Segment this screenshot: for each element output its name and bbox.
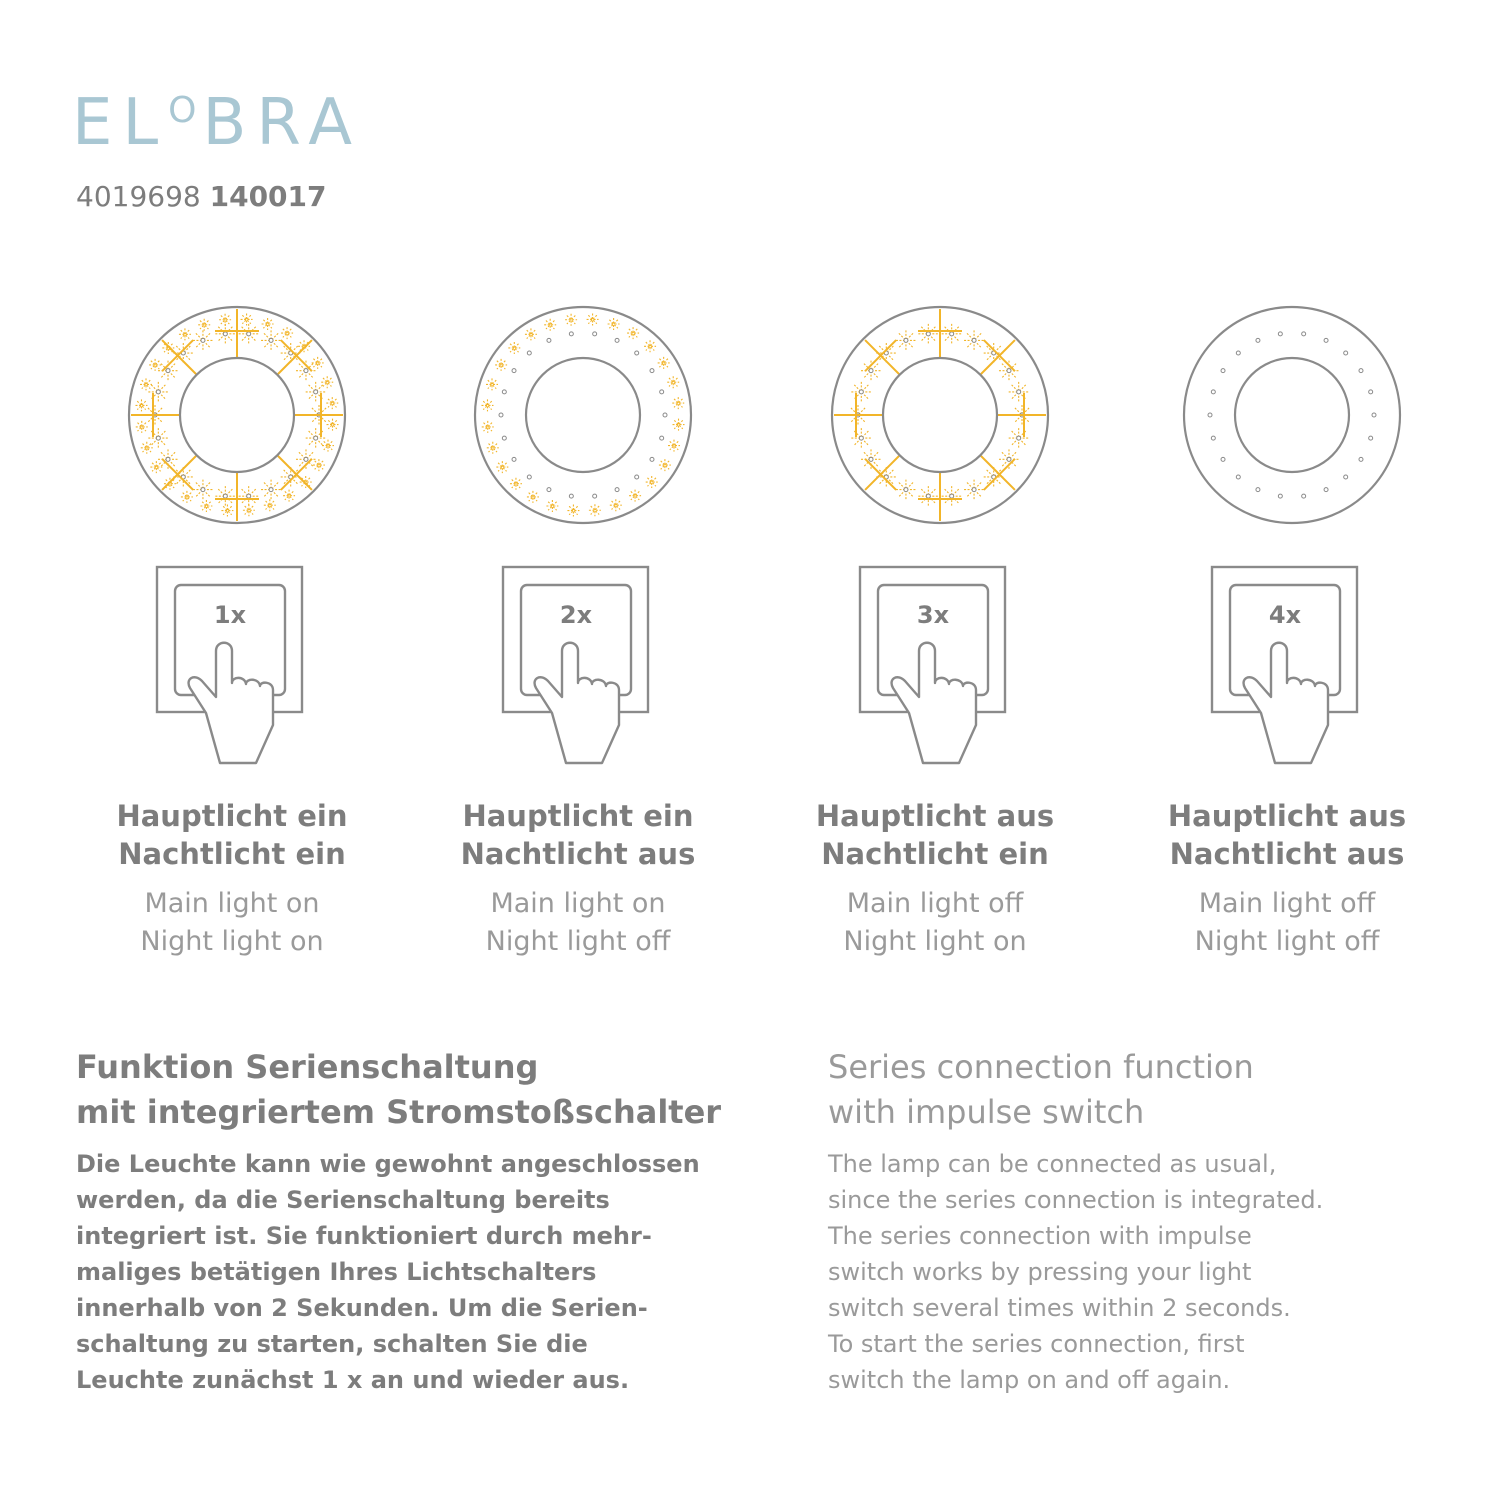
- light-switch-icon-3: [845, 565, 1045, 775]
- led-dot: [635, 475, 639, 479]
- press-count-label: 3x: [916, 601, 950, 629]
- body-line: integriert ist. Sie funktioniert durch mehr-: [76, 1222, 652, 1250]
- mode-label-en-1: [62, 885, 402, 961]
- led-dot: [223, 332, 227, 336]
- section-title-en: [828, 1045, 1254, 1135]
- led-dot: [223, 494, 227, 498]
- mode-label-de-3: [765, 797, 1105, 873]
- led-dot: [547, 338, 551, 342]
- body-line: since the series connection is integrated.: [828, 1186, 1324, 1214]
- led-dot: [1221, 457, 1225, 461]
- mode-main-en: Main light off: [846, 888, 1024, 919]
- lamp-inner-ring: [180, 358, 294, 472]
- logo-text-o: O: [168, 90, 203, 131]
- led-dot: [527, 351, 531, 355]
- led-dot: [926, 332, 930, 336]
- mode-main-en: Main light on: [490, 888, 666, 919]
- body-line: switch several times within 2 seconds.: [828, 1294, 1291, 1322]
- mode-label-en-4: [1117, 885, 1457, 961]
- body-line: switch the lamp on and off again.: [828, 1366, 1231, 1394]
- mode-night-en: Night light off: [1194, 926, 1380, 957]
- item-number: 140017: [209, 180, 327, 213]
- body-line: switch works by pressing your light: [828, 1258, 1252, 1286]
- led-dot: [1278, 494, 1282, 498]
- led-dot: [1211, 390, 1215, 394]
- led-dot: [1359, 369, 1363, 373]
- mode-night-de: Nachtlicht aus: [1169, 837, 1405, 871]
- section-title-de-line1: Funktion Serienschaltung: [76, 1048, 539, 1086]
- ean-prefix: 4019698: [76, 180, 201, 213]
- led-dot: [499, 413, 503, 417]
- mode-night-en: Night light on: [843, 926, 1027, 957]
- led-dot: [527, 475, 531, 479]
- led-dot: [926, 494, 930, 498]
- body-line: Die Leuchte kann wie gewohnt angeschlossen: [76, 1150, 700, 1178]
- led-dot: [1007, 369, 1011, 373]
- body-line: schaltung zu starten, schalten Sie die: [76, 1330, 588, 1358]
- led-dot: [269, 338, 273, 342]
- mode-night-de: Nachtlicht aus: [460, 837, 696, 871]
- led-dot: [304, 457, 308, 461]
- lamp-inner-ring: [1235, 358, 1349, 472]
- led-dot: [1017, 390, 1021, 394]
- lamp-inner-ring: [526, 358, 640, 472]
- led-dot: [201, 488, 205, 492]
- led-dot: [304, 369, 308, 373]
- section-title-de-line2: mit integriertem Stromstoßschalter: [76, 1093, 722, 1131]
- led-dot: [660, 436, 664, 440]
- led-dot: [247, 332, 251, 336]
- mode-main-de: Hauptlicht ein: [462, 799, 694, 833]
- led-dot: [512, 457, 516, 461]
- body-line: The series connection with impulse: [828, 1222, 1252, 1250]
- led-dot: [904, 338, 908, 342]
- led-dot: [1344, 475, 1348, 479]
- section-body-en: [828, 1146, 1428, 1398]
- led-dot: [269, 488, 273, 492]
- led-dot: [1344, 351, 1348, 355]
- led-dot: [1302, 494, 1306, 498]
- led-dot: [1302, 332, 1306, 336]
- logo-text-right: BRA: [202, 86, 362, 160]
- light-switch-icon-4: [1197, 565, 1397, 775]
- led-dot: [859, 436, 863, 440]
- mode-main-de: Hauptlicht aus: [815, 799, 1055, 833]
- mode-label-de-1: [62, 797, 402, 873]
- led-dot: [569, 494, 573, 498]
- lamp-icon-3: [825, 300, 1055, 530]
- led-dot: [972, 488, 976, 492]
- led-dot: [247, 494, 251, 498]
- mode-main-de: Hauptlicht aus: [1167, 799, 1407, 833]
- lamp-icon-1: [122, 300, 352, 530]
- mode-night-en: Night light on: [140, 926, 324, 957]
- led-dot: [1256, 488, 1260, 492]
- led-dot: [650, 457, 654, 461]
- mode-main-en: Main light on: [144, 888, 320, 919]
- body-line: Leuchte zunächst 1 x an und wieder aus.: [76, 1366, 630, 1394]
- mode-label-de-2: [408, 797, 748, 873]
- led-dot: [502, 390, 506, 394]
- lamp-inner-ring: [883, 358, 997, 472]
- led-dot: [1221, 369, 1225, 373]
- press-count-label: 2x: [559, 601, 593, 629]
- led-dot: [156, 436, 160, 440]
- mode-night-de: Nachtlicht ein: [118, 837, 346, 871]
- led-dot: [593, 332, 597, 336]
- led-dot: [547, 488, 551, 492]
- mode-main-en: Main light off: [1198, 888, 1376, 919]
- led-dot: [869, 369, 873, 373]
- led-dot: [1236, 475, 1240, 479]
- mode-night-en: Night light off: [485, 926, 671, 957]
- logo-text-left: EL: [72, 86, 169, 160]
- press-count-label: 1x: [213, 601, 247, 629]
- led-dot: [972, 338, 976, 342]
- led-dot: [635, 351, 639, 355]
- led-dot: [1236, 351, 1240, 355]
- led-dot: [1369, 390, 1373, 394]
- article-number: [76, 180, 327, 213]
- led-dot: [593, 494, 597, 498]
- led-dot: [201, 338, 205, 342]
- mode-night-de: Nachtlicht ein: [821, 837, 1049, 871]
- led-dot: [1278, 332, 1282, 336]
- led-dot: [156, 390, 160, 394]
- body-line: The lamp can be connected as usual,: [828, 1150, 1277, 1178]
- body-line: innerhalb von 2 Sekunden. Um die Serien-: [76, 1294, 648, 1322]
- led-dot: [569, 332, 573, 336]
- lamp-icon-2: [468, 300, 698, 530]
- section-title-en-line2: with impulse switch: [828, 1093, 1145, 1131]
- led-dot: [1369, 436, 1373, 440]
- body-line: werden, da die Serienschaltung bereits: [76, 1186, 610, 1214]
- led-dot: [950, 494, 954, 498]
- led-dot: [615, 488, 619, 492]
- body-line: To start the series connection, first: [828, 1330, 1245, 1358]
- led-dot: [869, 457, 873, 461]
- led-dot: [650, 369, 654, 373]
- led-dot: [1324, 488, 1328, 492]
- body-line: maliges betätigen Ihres Lichtschalters: [76, 1258, 597, 1286]
- led-dot: [1017, 436, 1021, 440]
- mode-label-de-4: [1117, 797, 1457, 873]
- led-dot: [502, 436, 506, 440]
- brand-logo: [72, 88, 362, 158]
- led-dot: [904, 488, 908, 492]
- led-dot: [660, 390, 664, 394]
- led-dot: [1324, 338, 1328, 342]
- led-dot: [663, 413, 667, 417]
- light-switch-icon-1: [142, 565, 342, 775]
- section-title-en-line1: Series connection function: [828, 1048, 1254, 1086]
- led-dot: [615, 338, 619, 342]
- led-dot: [1211, 436, 1215, 440]
- light-switch-icon-2: [488, 565, 688, 775]
- led-dot: [950, 332, 954, 336]
- mode-main-de: Hauptlicht ein: [116, 799, 348, 833]
- led-dot: [1359, 457, 1363, 461]
- led-dot: [1208, 413, 1212, 417]
- section-body-de: [76, 1146, 766, 1398]
- led-dot: [1007, 457, 1011, 461]
- lamp-icon-4: [1177, 300, 1407, 530]
- press-count-label: 4x: [1268, 601, 1302, 629]
- section-title-de: [76, 1045, 721, 1135]
- led-dot: [1372, 413, 1376, 417]
- led-dot: [166, 369, 170, 373]
- led-dot: [314, 436, 318, 440]
- mode-label-en-3: [765, 885, 1105, 961]
- led-dot: [166, 457, 170, 461]
- led-dot: [1256, 338, 1260, 342]
- led-dot: [512, 369, 516, 373]
- led-dot: [314, 390, 318, 394]
- mode-label-en-2: [408, 885, 748, 961]
- led-dot: [859, 390, 863, 394]
